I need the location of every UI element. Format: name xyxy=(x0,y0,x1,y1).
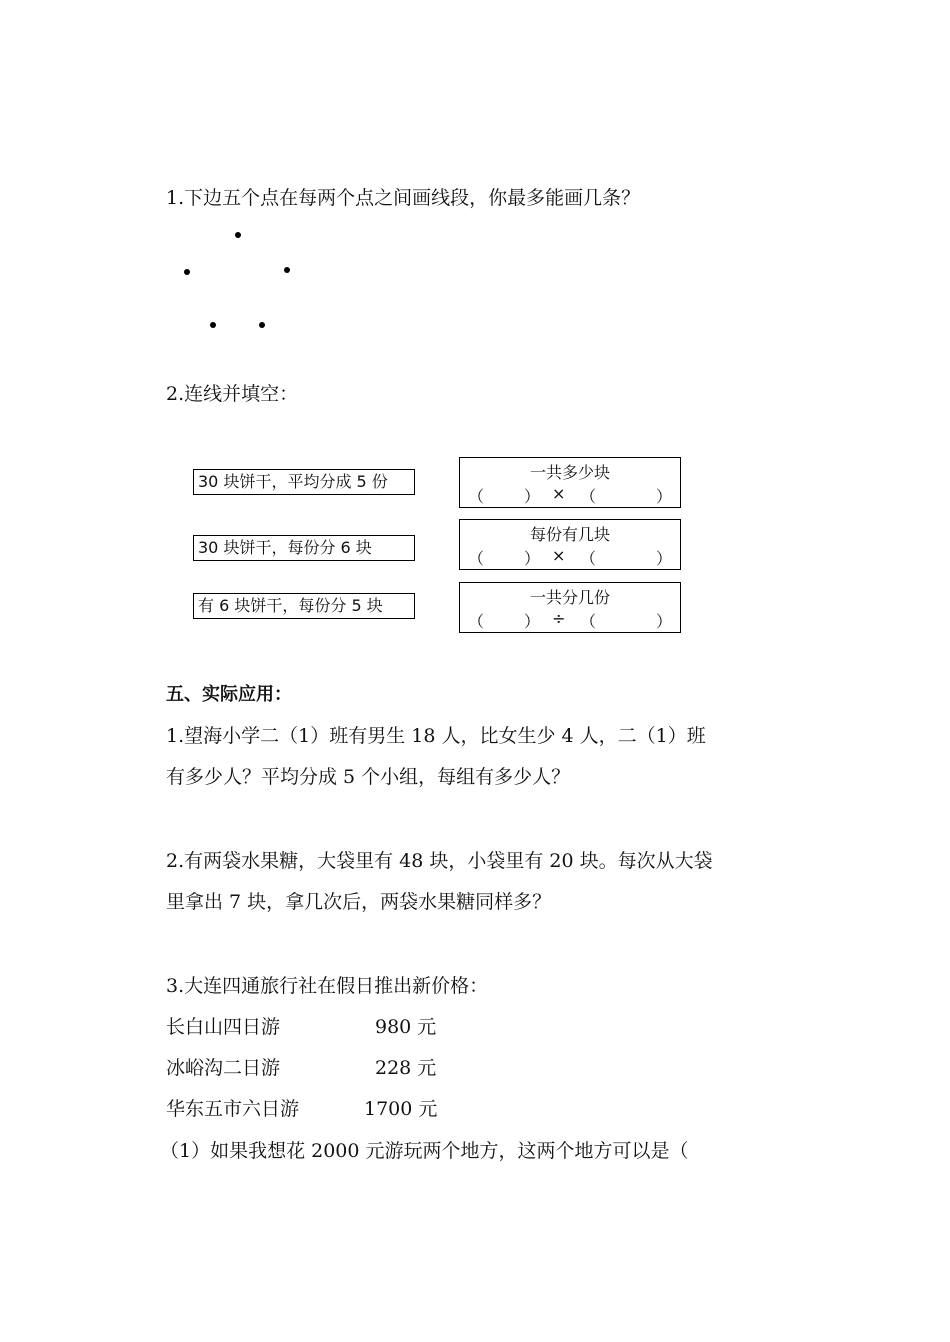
dot-top xyxy=(235,232,241,238)
sub-question-1: （1）如果我想花 2000 元游玩两个地方，这两个地方可以是（ xyxy=(160,1140,689,1162)
problem-3-line: 3.大连四通旅行社在假日推出新价格： xyxy=(166,975,489,997)
left-box-2[interactable]: 30 块饼干，每份分 6 块 xyxy=(193,535,415,561)
operator: × xyxy=(552,484,566,503)
price-item-name: 冰峪沟二日游 xyxy=(166,1057,281,1079)
blank-close: ） xyxy=(524,612,541,631)
dot-left xyxy=(184,269,190,275)
blank-open: （ xyxy=(468,612,485,631)
right-box-3[interactable] xyxy=(459,582,681,633)
problem-1-line-1: 1.望海小学二（1）班有男生 18 人，比女生少 4 人，二（1）班 xyxy=(166,725,706,747)
question-2: 2.连线并填空： xyxy=(166,383,299,405)
price-item-value: 980 元 xyxy=(375,1016,437,1038)
right-box-title: 一共多少块 xyxy=(529,463,610,482)
section-5-heading: 五、实际应用： xyxy=(166,684,292,705)
blank-close: ） xyxy=(524,549,541,568)
right-box-2[interactable] xyxy=(459,519,681,570)
price-item-name: 长白山四日游 xyxy=(166,1016,281,1038)
price-item-value: 228 元 xyxy=(375,1057,437,1079)
blank-close: ） xyxy=(656,612,673,631)
problem-2-line-1: 2.有两袋水果糖，大袋里有 48 块，小袋里有 20 块。每次从大袋 xyxy=(166,850,713,872)
left-box-1[interactable]: 30 块饼干，平均分成 5 份 xyxy=(193,469,415,495)
dot-right xyxy=(284,267,290,273)
blank-open: （ xyxy=(468,549,485,568)
left-box-3[interactable]: 有 6 块饼干，每份分 5 块 xyxy=(193,593,415,619)
operator: ÷ xyxy=(552,609,566,628)
problem-2-line-2: 里拿出 7 块，拿几次后，两袋水果糖同样多？ xyxy=(166,891,552,913)
price-item-name: 华东五市六日游 xyxy=(166,1098,300,1120)
question-1: 1.下边五个点在每两个点之间画线段，你最多能画几条？ xyxy=(166,187,641,209)
blank-close: ） xyxy=(656,549,673,568)
right-box-title: 每份有几块 xyxy=(529,525,610,544)
operator: × xyxy=(552,546,566,565)
blank-open: （ xyxy=(580,549,597,568)
blank-close: ） xyxy=(656,487,673,506)
blank-open: （ xyxy=(580,612,597,631)
problem-1-line-2: 有多少人？平均分成 5 个小组，每组有多少人？ xyxy=(166,766,571,788)
price-item-value: 1700 元 xyxy=(364,1098,438,1120)
dot-bottom-right xyxy=(259,322,265,328)
blank-open: （ xyxy=(468,487,485,506)
blank-open: （ xyxy=(580,487,597,506)
right-box-1[interactable] xyxy=(459,457,681,508)
right-box-title: 一共分几份 xyxy=(529,588,610,607)
dot-bottom-left xyxy=(210,322,216,328)
blank-close: ） xyxy=(524,487,541,506)
